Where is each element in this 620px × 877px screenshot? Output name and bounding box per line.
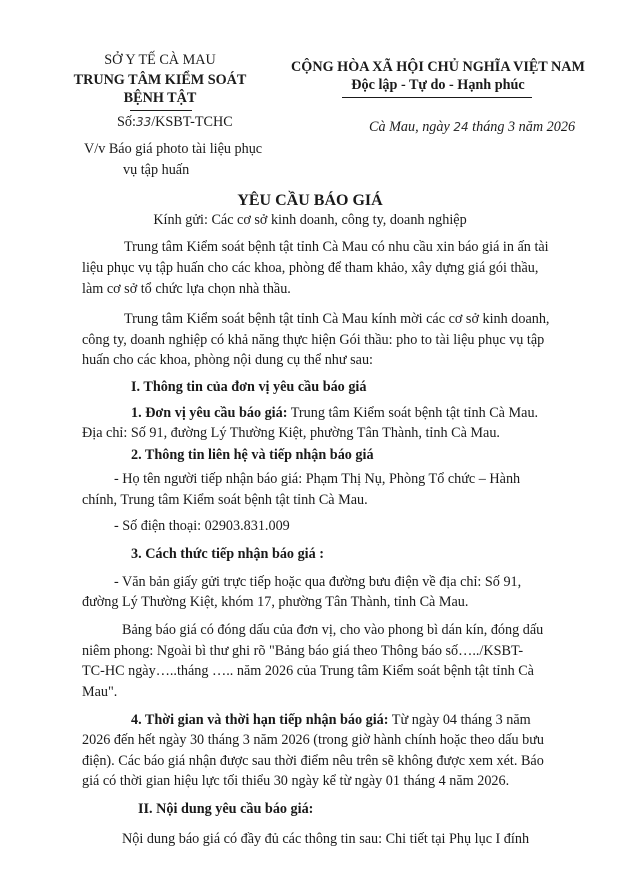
item-3-seal-line: Bảng báo giá có đóng dấu của đơn vị, cho vào phong bì dán kín, đóng dấu xyxy=(122,622,544,638)
item-4 xyxy=(131,710,531,730)
header-org-line2: BỆNH TẬT xyxy=(123,90,197,106)
item-2-label: 2. Thông tin liên hệ và tiếp nhận báo giá xyxy=(131,447,374,463)
intro1-line: Trung tâm Kiểm soát bệnh tật tỉnh Cà Mau có nhu cầu xin báo giá in ấn tài xyxy=(124,239,549,255)
header-left-underline xyxy=(130,110,192,111)
item-2-phone: - Số điện thoại: 02903.831.009 xyxy=(114,518,290,534)
item-1-address: Địa chỉ: Số 91, đường Lý Thường Kiệt, phường Tân Thành, tỉnh Cà Mau. xyxy=(82,425,500,441)
document-title: YÊU CẦU BÁO GIÁ xyxy=(237,192,383,209)
item-2-line: - Họ tên người tiếp nhận báo giá: Phạm Thị Nụ, Phòng Tổ chức – Hành xyxy=(114,471,521,487)
header-department: SỞ Y TẾ CÀ MAU xyxy=(104,52,216,68)
intro1-line: liệu phục vụ tập huấn cho các khoa, phòng để tham khảo, xây dựng giá gói thầu, xyxy=(82,260,539,276)
date-suffix: tháng 3 năm 2026 xyxy=(472,119,576,135)
subject-line1: V/v Báo giá photo tài liệu phục xyxy=(84,141,263,157)
item-1-label: 1. Đơn vị yêu cầu báo giá: xyxy=(131,405,288,421)
national-motto: Độc lập - Tự do - Hạnh phúc xyxy=(351,77,525,93)
national-title: CỘNG HÒA XÃ HỘI CHỦ NGHĨA VIỆT NAM xyxy=(291,59,585,75)
item-3-seal-line: niêm phong: Ngoài bì thư ghi rõ "Bảng báo giá theo Thông báo số…../KSBT- xyxy=(82,643,524,659)
intro2-line: huấn cho các khoa, phòng nội dung cụ thể như sau: xyxy=(82,352,373,368)
item-1 xyxy=(131,403,538,423)
document-date xyxy=(369,119,575,136)
section-1-heading: I. Thông tin của đơn vị yêu cầu báo giá xyxy=(131,379,367,395)
date-prefix: Cà Mau, ngày xyxy=(369,119,450,135)
item-4-line: điện). Các báo giá nhận được sau thời điểm nêu trên sẽ không được xem xét. Báo xyxy=(82,753,544,769)
recipient-line: Kính gửi: Các cơ sở kinh doanh, công ty, doanh nghiệp xyxy=(153,212,467,228)
item-3-seal-line: TC-HC ngày…..tháng ….. năm 2026 của Trung tâm Kiểm soát bệnh tật tỉnh Cà xyxy=(82,663,534,679)
item-4-line: 2026 đến hết ngày 30 tháng 3 năm 2026 (trong giờ hành chính hoặc theo dấu bưu xyxy=(82,732,545,748)
intro2-line: công ty, doanh nghiệp có khả năng thực hiện Gói thầu: pho to tài liệu phục vụ tập xyxy=(82,332,545,348)
item-3-seal-line: Mau". xyxy=(82,684,118,700)
intro2-line: Trung tâm Kiểm soát bệnh tật tỉnh Cà Mau kính mời các cơ sở kinh doanh, xyxy=(124,311,550,327)
intro1-line: làm cơ sở tổ chức lựa chọn nhà thầu. xyxy=(82,281,291,297)
header-org-line1: TRUNG TÂM KIỂM SOÁT xyxy=(73,72,247,88)
item-3-line: đường Lý Thường Kiệt, khóm 17, phường Tân Thành, tỉnh Cà Mau. xyxy=(82,594,469,610)
item-4-line: giá có thời gian hiệu lực tối thiểu 30 ngày kể từ ngày 01 tháng 4 năm 2026. xyxy=(82,773,510,789)
motto-underline xyxy=(342,97,532,98)
document-number xyxy=(117,114,233,131)
document-number-prefix: Số: xyxy=(117,114,136,130)
section-2-first-line: Nội dung báo giá có đầy đủ các thông tin sau: Chi tiết tại Phụ lục I đính xyxy=(122,831,530,847)
document-number-handwritten: 33 xyxy=(135,115,152,129)
document-number-suffix: /KSBT-TCHC xyxy=(151,114,233,130)
item-1-value: Trung tâm Kiểm soát bệnh tật tỉnh Cà Mau. xyxy=(287,405,539,421)
item-4-label: 4. Thời gian và thời hạn tiếp nhận báo giá: xyxy=(131,712,389,728)
item-3-label: 3. Cách thức tiếp nhận báo giá : xyxy=(131,546,324,562)
item-2-line: chính, Trung tâm Kiểm soát bệnh tật tỉnh Cà Mau. xyxy=(82,492,368,508)
item-3-line: - Văn bản giấy gửi trực tiếp hoặc qua đường bưu điện về địa chỉ: Số 91, xyxy=(114,574,522,590)
subject-line2: vụ tập huấn xyxy=(123,162,190,178)
section-2-heading: II. Nội dung yêu cầu báo giá: xyxy=(138,801,314,817)
date-handwritten: 24 xyxy=(453,120,469,134)
item-4-value: Từ ngày 04 tháng 3 năm xyxy=(388,712,531,728)
